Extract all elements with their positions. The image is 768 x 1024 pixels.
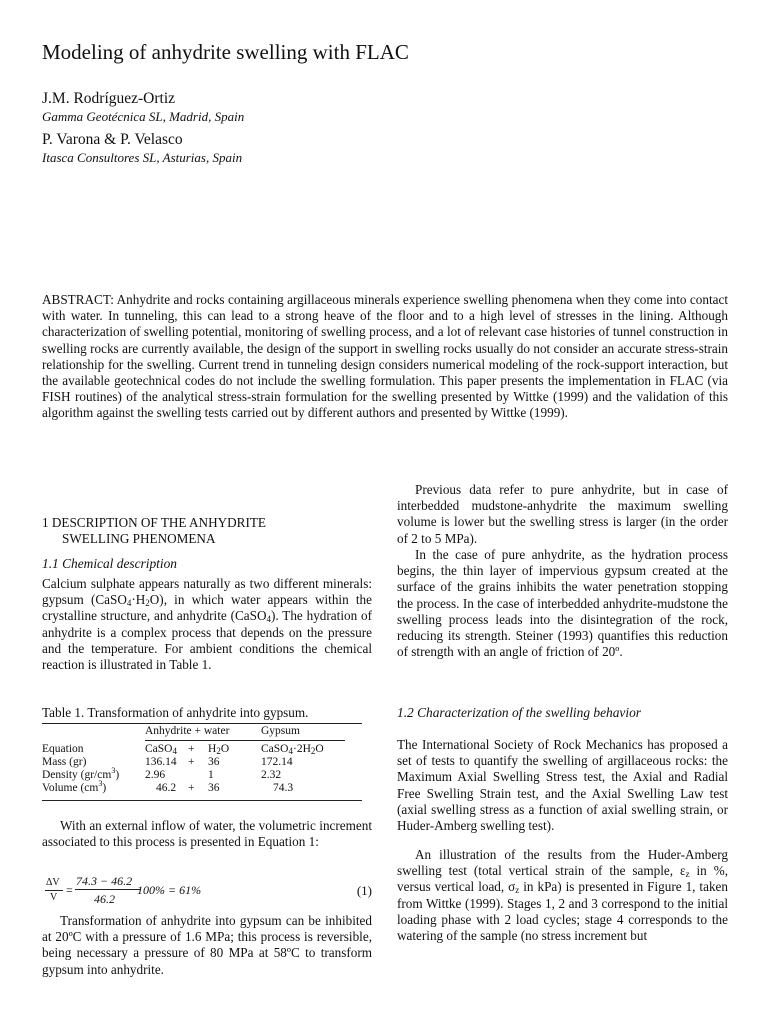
table-header-gypsum: Gypsum: [261, 725, 300, 737]
table-cell: +: [188, 782, 195, 794]
table-cell: 136.14: [145, 756, 177, 768]
table-row-label: Density $(gr/cm^3)$: [42, 766, 120, 781]
section-1-heading-line2: SWELLING PHENOMENA: [62, 531, 216, 546]
table-cell: $CaSO_4\cdot 2H_2O$: [261, 743, 324, 756]
pure-anhydrite-paragraph: Previous data refer to pure anhydrite, but in case of interbedded mudstone-anhydrite the maximum swelling volume is lower but the swelling stress is larger (in the order of 2 to 5 MPa).: [397, 482, 728, 546]
table-cell: 36: [208, 756, 220, 768]
table-cell: $H_2O$: [208, 743, 230, 756]
equation-denominator: 46.2: [94, 892, 115, 906]
table-cell: +: [188, 756, 195, 768]
isrm-tests-paragraph: The International Society of Rock Mechanics has proposed a set of tests to quantify the swelling of argillaceous rocks: the Maximum Axial Swelling Stress test, the Axial and Radial Free Swelling Strain test, and the Axial Swelling Law test (axial swelling stress as a function of axial swelling strain, or Huder-Amberg swelling test).: [397, 737, 728, 834]
table-cell: 74.3: [273, 782, 294, 794]
subsection-1-1-heading: 1.1 Chemical description: [42, 556, 178, 571]
transformation-paragraph: Transformation of anhydrite into gypsum can be inhibited at 20ºC with a pressure of 1.6 MPa; this process is reversible, being necessary a pressure of 80 MPa at 58ºC to transform gypsum into anhydrite.: [42, 913, 372, 977]
equation-equals: =: [66, 883, 73, 897]
table-cell: 2.96: [145, 769, 166, 781]
author-1-affiliation: Gamma Geotécnica SL, Madrid, Spain: [42, 109, 245, 124]
equation-1: [42, 872, 372, 912]
table-cell: CaSO$_4$: [145, 743, 177, 756]
table-cell: 46.2: [156, 782, 177, 794]
table-header-rule: [145, 740, 345, 741]
table-header-anhydrite-water: Anhydrite + water: [145, 725, 230, 737]
table-row-label: Mass (gr): [42, 756, 87, 768]
equation-result: 100% = 61%: [137, 883, 202, 897]
equation-number: (1): [356, 883, 372, 898]
table-cell: 1: [208, 769, 214, 781]
table-row-label: Equation: [42, 743, 84, 755]
abstract: ABSTRACT: Anhydrite and rocks containing argillaceous minerals experience swelling phenomena when they come into contact with water. In tunneling, this can lead to a strong heave of the floor and to a high level of stresses in the lining. Although characterization of swelling potential, monitoring of swelling process, and a lot of relevant case histories of tunnel construction in swelling rocks are currently available, the design of the support in swelling rocks usually do not consider an accurate stress-strain relationship for the swelling. Current trend in tunneling design considers numerical modeling of the rock-support interaction, but the available geotechnical codes do not include the swelling formulation. This paper presents the implementation in FLAC (via FISH routines) of the analytical stress-strain formulation for the swelling presented by Wittke (1999) and the validation of this algorithm against the swelling tests carried out by different authors and presented by Wittke (1999).: [42, 292, 728, 421]
equation-fraction-bar: [75, 889, 141, 890]
huder-amberg-paragraph: An illustration of the results from the Huder-Amberg swelling test (total vertical strain of the sample, $\varepsilon_z$ in %, versus vertical load, $\sigma_z$ in kPa) is presented in Figure 1, taken from Wittke (1999). Stages 1, 2 and 3 correspond to the initial loading phase with 2 load cycles; stage 4 corresponds to the watering of the sample (no stress increment but: [397, 847, 729, 944]
table-bottom-rule: [42, 800, 362, 801]
table-cell: +: [188, 743, 195, 755]
equation-lhs-numerator: ΔV: [46, 877, 60, 888]
equation-lhs-fraction-bar: [45, 890, 63, 891]
section-1-heading-line1: 1 DESCRIPTION OF THE ANHYDRITE: [42, 515, 266, 530]
table-cell: 172.14: [261, 756, 293, 768]
volumetric-increment-paragraph: With an external inflow of water, the volumetric increment associated to this process is presented in Equation 1:: [42, 818, 372, 850]
section-1-heading: [42, 515, 372, 547]
hydration-process-paragraph: In the case of pure anhydrite, as the hydration process begins, the thin layer of impervious gypsum created at the surface of the grains inhibits the water penetration stopping the process. In the case of interbedded anhydrite-mudstone the swelling process leads into the disintegration of the rock, reducing its strength. Steiner (1993) quantifies this reduction of strength with an angle of friction of 20º.: [397, 547, 728, 660]
table-cell: 2.32: [261, 769, 282, 781]
table-1-body: [42, 743, 362, 801]
chemical-description-paragraph: Calcium sulphate appears naturally as two different minerals: gypsum $(CaSO_4\cdot H_2O)$, in which water appears within the crystalline structure, and anhydrite (CaSO$_4$). The hydration of anhydrite is a complex process that depends on the pressure and the temperature. For ambient conditions the chemical reaction is illustrated in Table 1.: [42, 576, 372, 673]
paper-title: Modeling of anhydrite swelling with FLAC: [42, 40, 409, 64]
table-1-caption: Table 1. Transformation of anhydrite into gypsum.: [42, 705, 309, 720]
equation-numerator: 74.3 − 46.2: [76, 874, 133, 888]
equation-lhs-denominator: V: [50, 892, 58, 903]
table-row-label: Volume $(cm^3)$: [42, 779, 107, 794]
subsection-1-2-heading: 1.2 Characterization of the swelling behavior: [397, 705, 641, 720]
author-2-name: P. Varona & P. Velasco: [42, 131, 183, 148]
author-1-name: J.M. Rodríguez-Ortiz: [42, 90, 176, 107]
author-2-affiliation: Itasca Consultores SL, Asturias, Spain: [42, 150, 243, 165]
table-top-rule: [42, 723, 362, 724]
table-cell: 36: [208, 782, 220, 794]
